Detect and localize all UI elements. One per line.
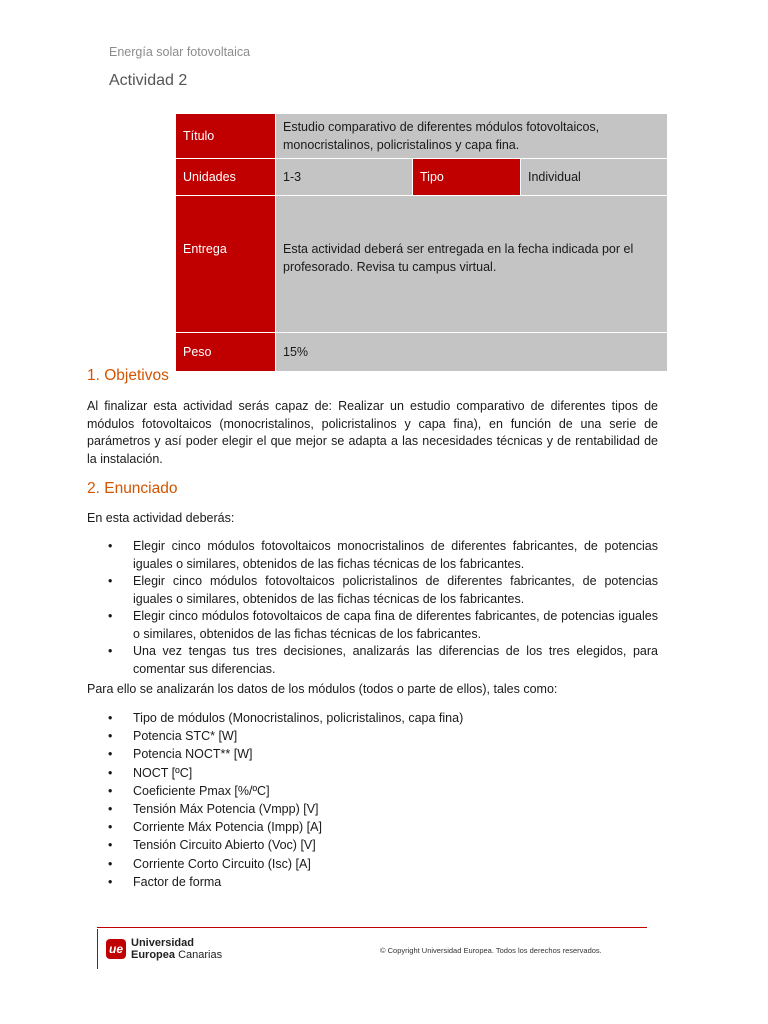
entrega-label: Entrega [176, 196, 276, 333]
tasks-list [87, 538, 658, 678]
list-item: • Tipo de módulos (Monocristalinos, policristalinos, capa fina) [87, 709, 658, 727]
list-item: • Elegir cinco módulos fotovoltaicos de capa fina de diferentes fabricantes, de potencias iguales o similares, obtenidos de las fichas técnicas de los fabricantes. [87, 608, 658, 643]
peso-label: Peso [176, 333, 276, 372]
titulo-label: Título [176, 114, 276, 159]
list-item: • Tensión Circuito Abierto (Voc) [V] [87, 836, 658, 854]
table-row [176, 159, 668, 196]
list-item: • NOCT [ºC] [87, 764, 658, 782]
unidades-value: 1-3 [276, 159, 413, 196]
list-item: • Tensión Máx Potencia (Vmpp) [V] [87, 800, 658, 818]
university-logo [106, 937, 222, 961]
tipo-label: Tipo [413, 159, 521, 196]
titulo-value: Estudio comparativo de diferentes módulos fotovoltaicos, monocristalinos, policristalinos y capa fina. [276, 114, 668, 159]
list-item: • Factor de forma [87, 873, 658, 891]
list-item: • Corriente Corto Circuito (Isc) [A] [87, 855, 658, 873]
list-item: • Potencia NOCT** [W] [87, 745, 658, 763]
unidades-label: Unidades [176, 159, 276, 196]
list-item: • Elegir cinco módulos fotovoltaicos policristalinos de diferentes fabricantes, de potencias iguales o similares, obtenidos de las fichas técnicas de los fabricantes. [87, 573, 658, 608]
course-subject: Energía solar fotovoltaica [109, 45, 251, 59]
list-item: • Potencia STC* [W] [87, 727, 658, 745]
copyright-notice: © Copyright Universidad Europea. Todos los derechos reservados. [380, 946, 602, 955]
logo-text [131, 937, 222, 961]
params-intro: Para ello se analizarán los datos de los módulos (todos o parte de ellos), tales como: [87, 682, 558, 696]
footer-divider [97, 927, 647, 928]
table-row [176, 333, 668, 372]
tipo-value: Individual [521, 159, 668, 196]
entrega-value: Esta actividad deberá ser entregada en la fecha indicada por el profesorado. Revisa tu campus virtual. [276, 196, 668, 333]
logo-line-2-rest: Canarias [175, 949, 223, 961]
table-row [176, 196, 668, 333]
objetivos-text: Al finalizar esta actividad serás capaz de: Realizar un estudio comparativo de diferentes tipos de módulos fotovoltaicos (monocristalinos, policristalinos y capa fina), en función de una serie de parámetros y así poder elegir el que mejor se adapta a las necesidades técnicas y de rentabilidad de la instalación. [87, 399, 658, 466]
list-item: • Corriente Máx Potencia (Impp) [A] [87, 818, 658, 836]
ue-logo-icon: ue [106, 939, 126, 959]
objetivos-heading: 1. Objetivos [87, 367, 169, 384]
table-row [176, 114, 668, 159]
logo-line-2-bold: Europea [131, 949, 176, 961]
list-item: • Elegir cinco módulos fotovoltaicos monocristalinos de diferentes fabricantes, de potencias iguales o similares, obtenidos de las fichas técnicas de los fabricantes. [87, 538, 658, 573]
activity-info-table [175, 113, 668, 372]
list-item: • Una vez tengas tus tres decisiones, analizarás las diferencias de los tres elegidos, para comentar sus diferencias. [87, 643, 658, 678]
list-item: • Coeficiente Pmax [%/ºC] [87, 782, 658, 800]
enunciado-heading: 2. Enunciado [87, 480, 178, 497]
params-list [87, 709, 658, 891]
activity-title: Actividad 2 [109, 72, 188, 89]
enunciado-intro: En esta actividad deberás: [87, 511, 235, 525]
peso-value: 15% [276, 333, 668, 372]
logo-line-1: Universidad [131, 937, 194, 949]
footer-vertical-divider [97, 929, 98, 969]
logo-line-2 [131, 949, 222, 961]
